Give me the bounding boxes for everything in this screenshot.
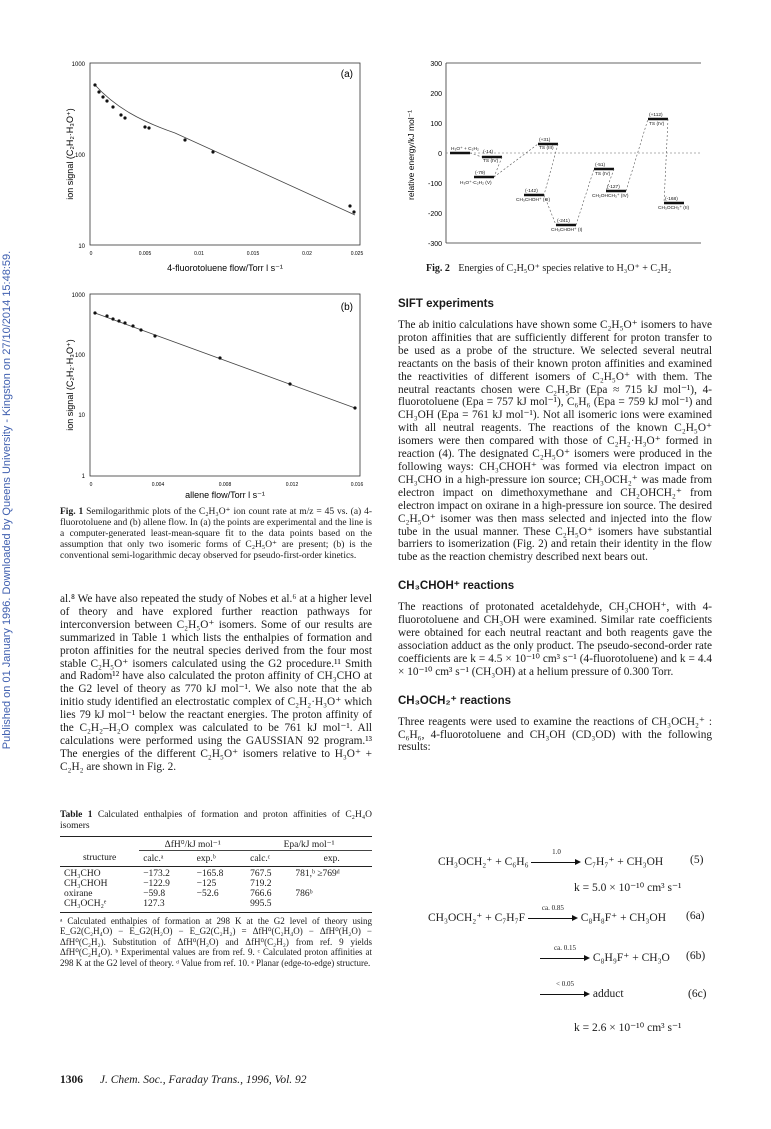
eq5-number: (5)	[690, 854, 704, 866]
fig2-label-ts1-name: TS (IV)	[649, 122, 665, 127]
eq6b-number: (6b)	[686, 950, 706, 962]
fig2-ylabel: relative energy/kJ mol⁻¹	[406, 110, 416, 200]
table1-cell	[193, 899, 246, 909]
fig2-ytick-2: 100	[430, 121, 442, 128]
fig2-ytick-4: -100	[427, 181, 442, 188]
fig1b-xtick-4: 0.016	[350, 482, 364, 488]
fig1a-xlabel: 4-fluorotoluene flow/Torr l s⁻¹	[167, 263, 283, 273]
equation-6a	[428, 904, 667, 924]
fig1a-xtick-1: 0.005	[138, 251, 152, 257]
eq6b-rhs: C₈H₉F⁺ + CH₃O	[592, 952, 670, 964]
page-footer	[60, 1074, 307, 1086]
fig1a-points	[93, 83, 355, 213]
table1-header: calc.ᵃ	[143, 853, 164, 864]
fig1a-xtick-0: 0	[89, 251, 93, 257]
fig2-label-min1-name: CH₃CHOH⁺ (I)	[551, 228, 583, 233]
section-heading-ch3och2: CH₃OCH₂⁺ reactions	[398, 694, 511, 707]
eq6b-ratio: ca. 0.15	[554, 944, 576, 953]
fig2-label-int1: (-168)	[665, 197, 678, 202]
section-heading-sift: SIFT experiments	[398, 298, 494, 310]
fig1b-plot	[55, 288, 375, 503]
fig2-label-ts3-name: TS (III)	[539, 146, 554, 151]
eq5-rhs: C₇H₇⁺ + CH₃OH	[584, 856, 664, 868]
fig1a-fit-line	[95, 85, 355, 215]
table1-title	[60, 810, 372, 832]
fig2-ytick-1: 200	[430, 91, 442, 98]
fig2-connectors	[470, 119, 668, 225]
table1-cell: 995.5	[250, 899, 272, 909]
fig2-ytick-0: 300	[430, 61, 442, 68]
reaction-arrow	[528, 904, 578, 923]
fig1a-ytick-2: 10	[78, 244, 85, 250]
table1-cell: oxirane	[64, 889, 93, 899]
eq6c-number: (6c)	[688, 988, 707, 1000]
table1-cell: CH₃OCH₂ᵉ	[64, 899, 107, 909]
eq6a-rhs: C₈H₈F⁺ + CH₃OH	[580, 912, 667, 924]
equation-6b	[540, 944, 670, 964]
table1-cell	[291, 879, 372, 889]
download-watermark	[0, 140, 18, 860]
table1-cell: 719.2	[250, 879, 272, 889]
table-row	[60, 889, 372, 899]
table1-header: structure	[82, 853, 117, 864]
table1-cell: −59.8	[143, 889, 166, 899]
table1-cell: −125	[196, 879, 217, 889]
equation-6c	[540, 980, 624, 1000]
fig2-label-ts4-name: TS (IV)	[483, 159, 499, 164]
journal-citation: J. Chem. Soc., Faraday Trans., 1996, Vol. 92	[99, 1074, 307, 1086]
fig1a-panel-tag: (a)	[340, 69, 353, 80]
fig2-label-int3: (-142)	[525, 189, 538, 194]
fig1b-frame	[90, 294, 360, 476]
right-paragraph-1: The ab initio calculations have shown some C₂H₅O⁺ isomers to have proton affinities that are sufficiently different for proton transfer to be used as a probe of the structure. We selected several neutral reactants on the basis of their known proton affinities and examined the reactivities of different isomers of C₂H₅O⁺ with them. The neutral reactants chosen were C₂H₅Br (Epa ≈ 715 kJ mol⁻¹), 4-fluorotoluene (Epa = 757 kJ mol⁻¹), C₆H₆ (Epa = 759 kJ mol⁻¹) and CH₃OH (Epa = 761 kJ mol⁻¹). Not all isomeric ions were examined with all neutral reagents. The reactions of the known C₂H₅O⁺ isomers were then compared with those of C₂H₂·H₃O⁺ formed in reaction (4). The designated C₂H₅O⁺ isomers were produced in the following ways: CH₃CHOH⁺ was formed via electron impact on CH₃CHO in a high-pressure ion source; CH₃OCH₂⁺ was made from electron impact on dimethoxymethane and CH₂OHCH₂⁺ from electron impact on oxirane in a high-pressure ion source. The desired C₂H₅O⁺ isomer was then mass selected and injected into the flow tube in the usual manner. These C₂H₅O⁺ isomers have substantial barriers to isomerization (Fig. 2) and retain their identity in the flow tube as the reaction chemistry described next bears out.	[398, 319, 712, 564]
table1	[60, 839, 372, 909]
equation-5	[438, 848, 664, 868]
eq6-rate: k = 2.6 × 10⁻¹⁰ cm³ s⁻¹	[574, 1022, 682, 1034]
right-paragraph-2: The reactions of protonated acetaldehyde, CH₃CHOH⁺, with 4-fluorotoluene and CH₃OH were examined. Similar rate coefficients were obtained for each neutral reactant and both reagents gave the association adduct as the only product. The pseudo-second-order rate coefficients are k = 4.5 × 10⁻¹⁰ cm³ s⁻¹ (4-fluorotoluene) and k = 4.4 × 10⁻¹⁰ cm³ s⁻¹ (CH₃OH) at a helium pressure of 0.300 Torr.	[398, 601, 712, 678]
eq6c-rhs: adduct	[592, 988, 624, 1000]
table1-cell: 767.5	[250, 869, 272, 879]
fig2-label-int1-name: CH₃OCH₂⁺ (II)	[658, 206, 690, 211]
table1-cell: −173.2	[143, 869, 170, 879]
fig2-caption	[426, 263, 671, 274]
fig2-caption-label: Fig. 2	[426, 263, 450, 274]
fig1a-frame	[90, 63, 360, 245]
fig1-caption	[60, 507, 372, 562]
fig2-label-reactants: H₃O⁺ + C₂H₂	[451, 147, 479, 152]
fig1b-xtick-3: 0.012	[285, 482, 299, 488]
table1-header: exp.ᵇ	[196, 853, 216, 864]
table1-cell: CH₃CHOH	[64, 879, 108, 889]
fig2-label-int4: (-79)	[475, 171, 486, 176]
table-row	[60, 869, 372, 879]
fig2-label-ts2-name: TS (IV)	[595, 172, 611, 177]
fig1a-xtick-2: 0.01	[194, 251, 204, 257]
right-column	[398, 298, 712, 754]
fig1a-ytick-1: 100	[74, 153, 85, 159]
fig1b-panel-tag: (b)	[340, 302, 353, 313]
fig1a-plot	[55, 55, 375, 280]
section-heading-ch3choh: CH₃CHOH⁺ reactions	[398, 580, 515, 593]
fig2-label-ts4: (-14)	[483, 150, 494, 155]
table1-cell	[291, 899, 372, 909]
eq6a-ratio: ca. 0.85	[541, 904, 564, 913]
reaction-arrow	[531, 848, 581, 867]
table-row	[60, 899, 372, 909]
eq6c-ratio: < 0.05	[556, 980, 574, 989]
reaction-arrow	[540, 944, 590, 963]
fig1b-ylabel: ion signal (C₂H₂·H₃O⁺)	[65, 339, 75, 431]
eq5-rate: k = 5.0 × 10⁻¹⁰ cm³ s⁻¹	[574, 882, 682, 894]
fig2-ytick-6: -300	[427, 241, 442, 248]
fig1b-xtick-2: 0.008	[218, 482, 232, 488]
table1-cell: CH₃CHO	[64, 869, 101, 879]
fig1b-ytick-2: 10	[78, 413, 85, 419]
eq5-lhs: CH₃OCH₂⁺ + C₆H₆	[438, 856, 529, 868]
fig1b-fit-line	[95, 313, 355, 408]
fig2-label-ts3: (+31)	[539, 138, 551, 143]
fig2-label-min1: (-241)	[557, 219, 570, 224]
fig1-caption-label: Fig. 1	[60, 507, 84, 517]
table1-cell: −122.9	[143, 879, 170, 889]
fig1a-ytick-0: 1000	[71, 62, 85, 68]
left-body-text	[60, 593, 372, 774]
table1-cell: 127.3	[143, 899, 165, 909]
fig1b-ytick-1: 100	[74, 353, 85, 359]
fig1b-ytick-3: 1	[81, 474, 85, 480]
fig2-caption-text: Energies of C₂H₅O⁺ species relative to H₃O⁺ + C₂H₂	[458, 263, 672, 274]
right-paragraph-3: Three reagents were used to examine the reactions of CH₃OCH₂⁺ : C₆H₆, 4-fluorotoluene and CH₃OH (CD₃OD) with the following results:	[398, 715, 712, 754]
fig1b-xlabel: allene flow/Torr l s⁻¹	[185, 490, 265, 500]
eq5-ratio: 1.0	[552, 848, 561, 857]
fig1b-xtick-1: 0.004	[151, 482, 165, 488]
fig1-caption-text: Semilogarithmic plots of the C₂H₃O⁺ ion count rate at m/z = 45 vs. (a) 4-fluorotoluene and (b) allene flow. In (a) the points are experimental and the line is a computer-generated least-mean-square fit to the data points based on the assumption that only two isomeric forms of C₂H₅O⁺ are present; (b) is the conventional semi-logarithmic decay observed for pseudo-first-order kinetics.	[60, 507, 373, 561]
table1-cell: 786ᵇ	[295, 889, 313, 899]
table1-block	[60, 810, 372, 968]
fig2-label-int2: (-127)	[607, 185, 620, 190]
eq6a-number: (6a)	[686, 910, 705, 922]
fig1a-xtick-4: 0.02	[302, 251, 312, 257]
table1-footnotes: ᵃ Calculated enthalpies of formation at 298 K at the G2 level of theory using E_G2(C₂H₄O) − E_G2(H₂O) − E_G2(C₂H₂) = ΔfH⁰(C₂H₄O) − ΔfH⁰(H₂O) − ΔfH⁰(C₂H₂). Substitution of ΔfH⁰(H₂O) and ΔfH⁰(C₂H₂) from ref. 9 yields ΔfH⁰(C₂H₄O). ᵇ Experimental values are from ref. 9. ᶜ Calculated proton affinities at 298 K at the G2 level of theory. ᵈ Value from ref. 10. ᵉ Planar (edge-to-edge) structure.	[60, 916, 372, 968]
table1-header: calc.ᶜ	[250, 853, 271, 864]
fig1a-xtick-5: 0.025	[350, 251, 364, 257]
page-number: 1306	[60, 1074, 83, 1086]
table1-cell: −52.6	[196, 889, 219, 899]
table1-header: exp.	[323, 853, 340, 864]
table1-title-text: Calculated enthalpies of formation and proton affinities of C₂H₄O isomers	[60, 810, 373, 831]
table1-group-pa: Epa/kJ mol⁻¹	[246, 839, 372, 851]
left-paragraph-1: al.⁸ We have also repeated the study of Nobes et al.⁶ at a higher level of theory and have explored further reaction pathways for interconversion between C₂H₅O⁺ isomers. Some of our results are summarized in Table 1 which lists the enthalpies of formation and proton affinities for the neutral species derived from the four most stable C₂H₅O⁺ isomers calculated using the G2 procedure.¹¹ Smith and Radom¹² have also calculated the proton affinity of CH₃CHO at the G2 level of theory as 770 kJ mol⁻¹. We also note that the ab initio study identified an electrostatic complex of C₂H₂·H₃O⁺ which lies 79 kJ mol⁻¹ below the reactant energies. The proton affinity of the C₂H₂–H₂O complex was calculated to be 761 kJ mol⁻¹. All calculations were performed using the GAUSSIAN 92 program.¹³ The energies of the different C₂H₅O⁺ isomers relative to H₃O⁺ + C₂H₂ are shown in Fig. 2.	[60, 593, 372, 773]
table-row	[60, 879, 372, 889]
fig1a-xtick-3: 0.015	[246, 251, 260, 257]
fig2-level-labels	[451, 112, 690, 233]
fig2-ytick-5: -200	[427, 211, 442, 218]
fig1b-ytick-0: 1000	[71, 293, 85, 299]
fig2-ytick-3: 0	[438, 151, 442, 158]
table1-cell: −165.8	[196, 869, 224, 879]
fig2-label-ts2: (-51)	[595, 163, 606, 168]
table1-group-enthalpy: ΔfH⁰/kJ mol⁻¹	[139, 839, 246, 851]
fig1a-ylabel: ion signal (C₂H₂·H₃O⁺)	[65, 108, 75, 200]
table1-cell: 781,ᵇ ≥769ᵈ	[295, 869, 340, 879]
download-watermark-text: Published on 01 January 1996. Downloaded by Queens University - Kingston on 27/10/2014 15:48:59.	[1, 250, 13, 750]
fig2-label-ts1: (+112)	[649, 113, 663, 118]
eq6a-lhs: CH₃OCH₂⁺ + C₇H₇F	[428, 912, 525, 924]
fig2-label-int3-name: CH₃CHOH⁺ (III)	[516, 198, 551, 203]
fig2-energy-diagram	[396, 55, 706, 250]
table1-cell: 766.6	[250, 889, 272, 899]
fig1b-xtick-0: 0	[89, 482, 93, 488]
fig2-label-int4-name: H₃O⁺·C₂H₂ (V)	[460, 181, 492, 186]
fig2-label-int2-name: CH₂OHCH₃⁺ (IV)	[592, 194, 629, 199]
table1-label: Table 1	[60, 810, 93, 820]
reaction-arrow	[540, 980, 590, 999]
